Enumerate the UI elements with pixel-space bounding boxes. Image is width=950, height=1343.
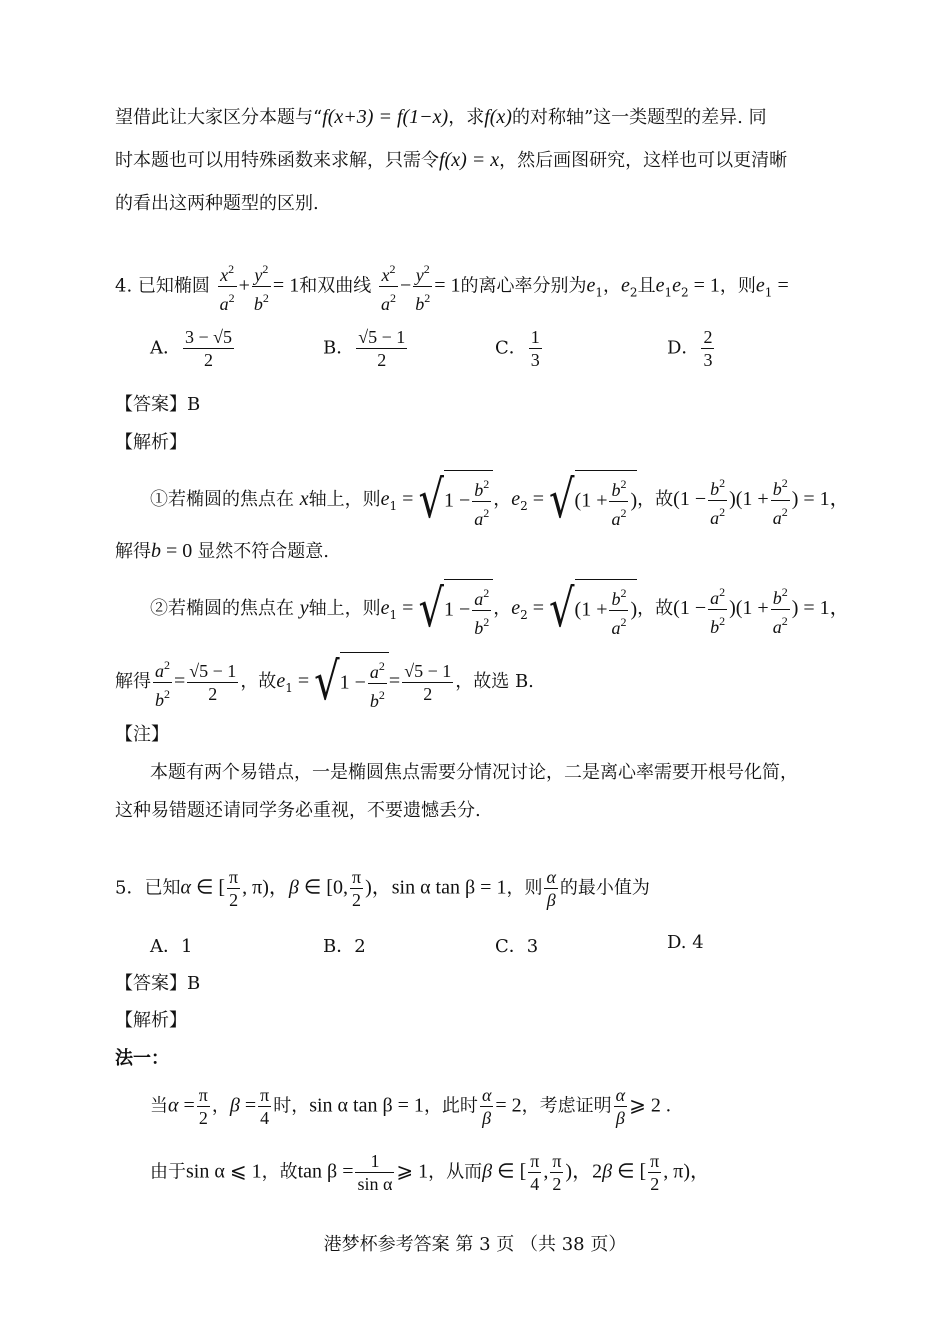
hyperbola-term-y: $\frac{y^2}{b^2}$: [413, 258, 432, 315]
q5-option-b[interactable]: B．2: [323, 936, 366, 957]
q5-analysis-head: 【解析】: [115, 1010, 187, 1031]
intro-line-2: 时本题也可以用特殊函数来求解，只需令f(x) = x，然后画图研究，这样也可以更清晰: [115, 149, 788, 171]
page-footer: 港梦杯参考答案 第 3 页 （共 38 页）: [323, 1234, 627, 1255]
q4-note-line-2: 这种易错题还请同学务必重视，不要遗憾丢分.: [115, 800, 481, 821]
q5-option-d[interactable]: D. 4: [667, 932, 704, 953]
q4-option-a[interactable]: A． $\frac{3 - √5}{2}$: [150, 327, 233, 370]
q5-line-2: 由于sin α ⩽ 1，故tan β = $\frac{1}{\text{sin α}}$ ⩾ 1，从而β ∈ [ $\frac{\pi}{4}$ , $\frac{\pi}{2}$ )，2β ∈ [ $\frac{\pi}{2}$ , π)，: [150, 1151, 711, 1194]
intro-line-1: 望借此让大家区分本题与“f(x+3) = f(1−x)，求f(x)的对称轴”这一类题型的差异. 同: [115, 106, 767, 128]
q4-option-d[interactable]: D． $\frac{2}{3}$: [667, 327, 713, 370]
ellipse-term-x: $\frac{x^2}{a^2}$: [218, 258, 237, 315]
q4-option-b[interactable]: B． $\frac{√5 - 1}{2}$: [323, 327, 406, 370]
q5-option-a[interactable]: A．1: [150, 936, 193, 957]
ellipse-term-y: $\frac{y^2}{b^2}$: [252, 258, 271, 315]
q5-answer: 【答案】B: [115, 973, 201, 994]
q4-case1-result: 解得b = 0 显然不符合题意.: [115, 540, 330, 562]
q4-answer: 【答案】B: [115, 394, 201, 415]
q4-note-line-1: 本题有两个易错点，一是椭圆焦点需要分情况讨论，二是离心率需要开根号化简，: [150, 762, 798, 783]
q4-analysis-head: 【解析】: [115, 432, 187, 453]
hyperbola-term-x: $\frac{x^2}{a^2}$: [379, 258, 398, 315]
q4-case1: ①若椭圆的焦点在 x轴上，则$e_1 = √1$ − $\frac{b^2}{a^2}$ ，$e_2 = √(1$ + $\frac{b^2}{a^2}$ )，故(1 − $\frac{b^2}{a^2}$ )(1 + $\frac{b^2}{a^2}$ ) = 1，: [150, 470, 850, 530]
q4-stem: 4. 已知椭圆 $\frac{x^2}{a^2}$ + $\frac{y^2}{b^2}$ = 1和双曲线 $\frac{x^2}{a^2}$ − $\frac{y^2}{b^2}$ = 1的离心率分别为$e_1$，$e_2$且$e_1e_2 = 1$，则$e_1$ =: [115, 258, 789, 315]
q5-line-1: 当α = $\frac{\pi}{2}$ ，β = $\frac{\pi}{4}$ 时，sin α tan β = 1，此时 $\frac{\alpha}{\beta}$ = 2，考虑证明 $\frac{\alpha}{\beta}$ ⩾ 2 .: [150, 1085, 671, 1128]
formula-fx: f(x): [484, 106, 512, 128]
q5-method-label: 法一：: [115, 1048, 169, 1069]
q4-option-c[interactable]: C． $\frac{1}{3}$: [495, 327, 540, 370]
formula-f-symmetry: f(x+3) = f(1−x): [322, 106, 449, 128]
q4-case2-result: 解得 $\frac{a^2}{b^2}$ = $\frac{√5 - 1}{2}$ ，故$e_1 = √1$ − $\frac{a^2}{b^2}$ = $\frac{√5 - 1}{2}$ ，故选 B.: [115, 652, 534, 712]
intro-line-3: 的看出这两种题型的区别.: [115, 193, 319, 214]
q4-case2: ②若椭圆的焦点在 y轴上，则$e_1 = √1$ − $\frac{a^2}{b^2}$ ，$e_2 = √(1$ + $\frac{b^2}{a^2}$ )，故(1 − $\frac{a^2}{b^2}$ )(1 + $\frac{b^2}{a^2}$ ) = 1，: [150, 579, 850, 639]
q5-stem: 5．已知α ∈ [ $\frac{\pi}{2}$ , π)，β ∈ [0, $\frac{\pi}{2}$ )，sin α tan β = 1，则 $\frac{\alpha}{\beta}$ 的最小值为: [115, 867, 650, 910]
q4-note-head: 【注】: [115, 724, 169, 745]
q5-option-c[interactable]: C．3: [495, 936, 539, 957]
formula-fx-equals-x: f(x) = x: [439, 149, 500, 171]
